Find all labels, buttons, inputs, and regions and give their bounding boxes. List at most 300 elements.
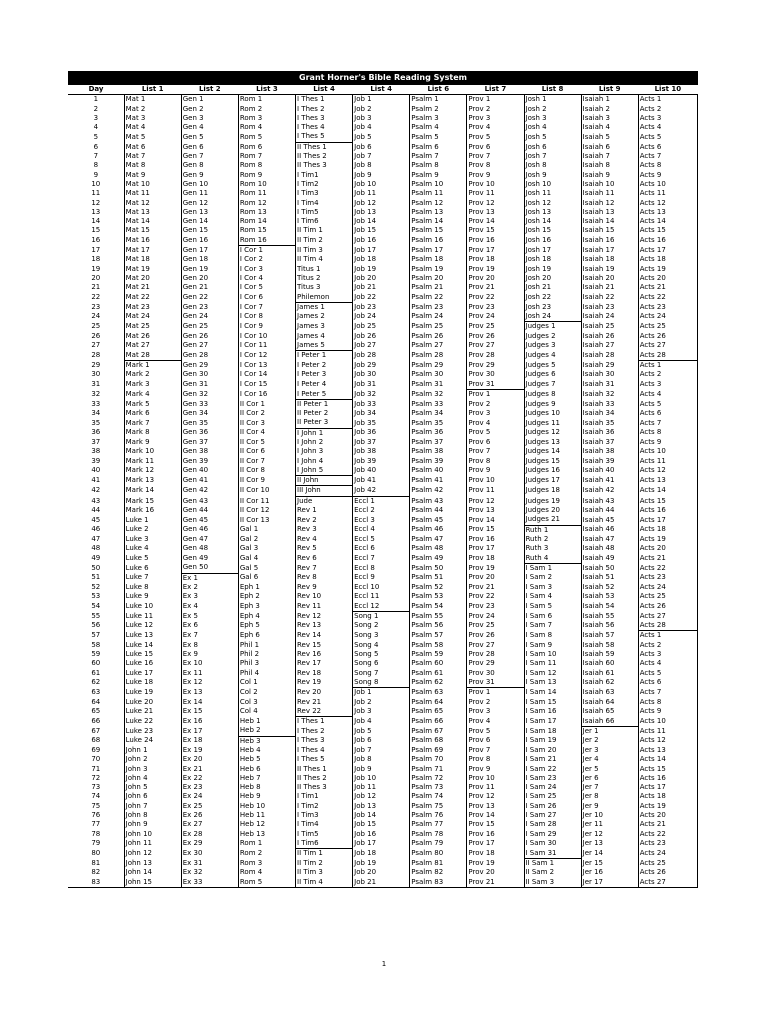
- reading-cell: Mat 17: [124, 246, 181, 256]
- reading-cell: Rev 16: [296, 650, 353, 659]
- reading-table: [68, 85, 698, 888]
- reading-cell: Heb 5: [238, 755, 295, 764]
- table-row: [68, 302, 698, 312]
- table-row: [68, 783, 698, 792]
- reading-cell: Gen 23: [181, 302, 238, 312]
- reading-cell: Rom 7: [238, 152, 295, 161]
- day-cell: 54: [91, 601, 101, 610]
- table-row: [68, 142, 698, 152]
- day-cell: 64: [91, 697, 101, 706]
- day-cell: 14: [91, 217, 101, 226]
- reading-cell: Gen 32: [181, 390, 238, 400]
- reading-cell: Psalm 61: [410, 669, 467, 678]
- reading-cell: Acts 16: [638, 774, 697, 783]
- reading-cell: Eccl 11: [353, 592, 410, 601]
- reading-cell: Prov 10: [467, 774, 524, 783]
- reading-cell: Prov 8: [467, 457, 524, 466]
- reading-cell: Job 31: [353, 380, 410, 390]
- table-row: [68, 351, 698, 361]
- reading-cell: Isaiah 30: [581, 370, 638, 379]
- reading-cell: I Sam 27: [524, 811, 581, 820]
- reading-cell: Psalm 36: [410, 428, 467, 438]
- day-cell: 8: [93, 161, 99, 170]
- reading-cell: John 10: [124, 830, 181, 839]
- reading-cell: Acts 5: [638, 669, 697, 678]
- reading-cell: Acts 18: [638, 255, 697, 264]
- page-number: 1: [381, 960, 387, 968]
- reading-cell: Psalm 52: [410, 583, 467, 592]
- reading-cell: Rev 10: [296, 592, 353, 601]
- reading-cell: Prov 11: [467, 783, 524, 792]
- reading-cell: I Thes 3: [296, 114, 353, 123]
- table-row: [68, 669, 698, 678]
- reading-cell: Psalm 8: [410, 161, 467, 170]
- reading-cell: Prov 15: [467, 226, 524, 235]
- table-row: [68, 859, 698, 869]
- day-cell: 10: [91, 179, 101, 188]
- reading-cell: II Cor 7: [238, 457, 295, 466]
- reading-cell: II Thes 2: [296, 152, 353, 161]
- reading-cell: I Sam 29: [524, 830, 581, 839]
- table-row: [68, 409, 698, 418]
- reading-cell: Acts 17: [638, 783, 697, 792]
- reading-cell: Luke 12: [124, 621, 181, 631]
- reading-cell: Isaiah 1: [581, 95, 638, 105]
- reading-cell: I Sam 15: [524, 698, 581, 707]
- day-cell: 62: [91, 678, 101, 687]
- reading-cell: Rev 11: [296, 602, 353, 612]
- reading-cell: Psalm 67: [410, 726, 467, 736]
- reading-cell: Psalm 13: [410, 208, 467, 217]
- reading-cell: Prov 9: [467, 466, 524, 476]
- reading-cell: Isaiah 37: [581, 438, 638, 447]
- reading-cell: Isaiah 54: [581, 602, 638, 612]
- reading-cell: Prov 28: [467, 351, 524, 361]
- reading-cell: Mat 27: [124, 341, 181, 351]
- day-cell: 50: [91, 563, 101, 572]
- day-cell: 36: [91, 428, 101, 437]
- reading-cell: Job 6: [353, 736, 410, 746]
- reading-cell: Heb 4: [238, 746, 295, 755]
- reading-cell: Acts 27: [638, 611, 697, 621]
- day-cell: 35: [91, 418, 101, 427]
- reading-cell: Prov 20: [467, 573, 524, 583]
- day-cell: 24: [91, 312, 101, 321]
- reading-cell: I Thes 1: [296, 95, 353, 105]
- reading-cell: Psalm 3: [410, 114, 467, 123]
- reading-cell: James 1: [296, 302, 353, 312]
- reading-cell: Prov 31: [467, 678, 524, 688]
- reading-cell: Mark 5: [124, 399, 181, 409]
- reading-cell: Acts 16: [638, 506, 697, 515]
- reading-cell: Ex 25: [181, 802, 238, 811]
- table-row: [68, 447, 698, 456]
- reading-cell: Job 32: [353, 390, 410, 400]
- reading-cell: I Peter 4: [296, 380, 353, 390]
- reading-cell: John 15: [124, 878, 181, 888]
- header-list: List 7: [467, 85, 524, 95]
- reading-cell: Ex 17: [181, 726, 238, 736]
- reading-cell: Acts 24: [638, 583, 697, 592]
- reading-cell: Prov 21: [467, 878, 524, 888]
- day-cell: 59: [91, 650, 101, 659]
- reading-cell: Gen 29: [181, 361, 238, 371]
- reading-cell: Rev 6: [296, 554, 353, 564]
- reading-cell: I Sam 11: [524, 659, 581, 668]
- reading-cell: I Sam 3: [524, 583, 581, 592]
- reading-cell: Job 4: [353, 717, 410, 727]
- reading-cell: Psalm 80: [410, 849, 467, 859]
- reading-cell: Acts 25: [638, 322, 697, 332]
- reading-cell: Ex 4: [181, 602, 238, 612]
- reading-cell: Prov 18: [467, 849, 524, 859]
- reading-cell: I Cor 4: [238, 274, 295, 283]
- reading-cell: Job 9: [353, 171, 410, 180]
- table-row: [68, 132, 698, 142]
- reading-cell: Acts 19: [638, 265, 697, 274]
- reading-cell: Acts 3: [638, 380, 697, 390]
- reading-cell: Song 5: [353, 650, 410, 659]
- reading-cell: Isaiah 25: [581, 322, 638, 332]
- reading-cell: John 13: [124, 859, 181, 869]
- reading-cell: I Thes 2: [296, 726, 353, 736]
- reading-cell: Ex 28: [181, 830, 238, 839]
- reading-cell: Acts 2: [638, 370, 697, 379]
- reading-cell: Isaiah 58: [581, 641, 638, 650]
- reading-cell: Prov 1: [467, 95, 524, 105]
- reading-cell: Jer 3: [581, 746, 638, 755]
- reading-cell: Isaiah 5: [581, 132, 638, 142]
- reading-cell: Mark 15: [124, 496, 181, 506]
- reading-cell: Jer 7: [581, 783, 638, 792]
- reading-cell: I Thes 3: [296, 736, 353, 746]
- reading-cell: Prov 9: [467, 171, 524, 180]
- reading-cell: Acts 13: [638, 746, 697, 755]
- reading-cell: Psalm 15: [410, 226, 467, 235]
- reading-cell: I Sam 10: [524, 650, 581, 659]
- reading-cell: Acts 11: [638, 726, 697, 736]
- reading-cell: I Sam 26: [524, 802, 581, 811]
- reading-cell: Rev 1: [296, 506, 353, 515]
- day-cell: 32: [91, 389, 101, 398]
- reading-cell: Prov 6: [467, 736, 524, 746]
- table-row: [68, 246, 698, 256]
- reading-cell: Jer 17: [581, 878, 638, 888]
- reading-cell: Acts 17: [638, 246, 697, 256]
- reading-cell: Isaiah 38: [581, 447, 638, 456]
- reading-cell: Ex 30: [181, 849, 238, 859]
- reading-cell: Psalm 35: [410, 418, 467, 428]
- reading-cell: Job 8: [353, 755, 410, 764]
- reading-cell: Prov 8: [467, 161, 524, 170]
- table-row: [68, 641, 698, 650]
- reading-cell: Acts 4: [638, 390, 697, 400]
- reading-cell: Gen 38: [181, 447, 238, 456]
- reading-cell: Josh 21: [524, 283, 581, 292]
- reading-cell: Ex 23: [181, 783, 238, 792]
- reading-cell: Gen 24: [181, 312, 238, 322]
- table-row: [68, 255, 698, 264]
- reading-cell: Job 13: [353, 802, 410, 811]
- reading-cell: Psalm 64: [410, 698, 467, 707]
- reading-cell: Prov 2: [467, 698, 524, 707]
- reading-cell: I Sam 21: [524, 755, 581, 764]
- day-cell: 45: [91, 515, 101, 524]
- reading-cell: Rev 12: [296, 611, 353, 621]
- reading-cell: Rom 5: [238, 132, 295, 142]
- reading-cell: Judges 9: [524, 399, 581, 409]
- reading-cell: James 3: [296, 322, 353, 332]
- reading-cell: I Cor 6: [238, 293, 295, 303]
- reading-cell: II Sam 3: [524, 878, 581, 888]
- reading-cell: Mat 2: [124, 105, 181, 114]
- reading-cell: Gal 1: [238, 525, 295, 535]
- reading-cell: I Cor 7: [238, 302, 295, 312]
- reading-cell: Josh 10: [524, 180, 581, 189]
- reading-cell: Gen 21: [181, 283, 238, 292]
- reading-cell: Gen 14: [181, 217, 238, 226]
- reading-cell: Isaiah 19: [581, 265, 638, 274]
- reading-cell: Luke 17: [124, 669, 181, 678]
- reading-cell: Isaiah 64: [581, 698, 638, 707]
- reading-cell: Heb 13: [238, 830, 295, 839]
- reading-cell: Heb 3: [238, 736, 295, 746]
- table-row: [68, 486, 698, 496]
- table-row: [68, 457, 698, 466]
- reading-cell: Job 18: [353, 255, 410, 264]
- reading-cell: Prov 29: [467, 659, 524, 668]
- reading-cell: Psalm 54: [410, 602, 467, 612]
- reading-cell: Josh 13: [524, 208, 581, 217]
- table-row: [68, 283, 698, 292]
- table-row: [68, 602, 698, 612]
- reading-cell: Mat 23: [124, 302, 181, 312]
- reading-cell: Acts 23: [638, 302, 697, 312]
- reading-cell: Job 20: [353, 274, 410, 283]
- reading-cell: Psalm 38: [410, 447, 467, 456]
- day-cell: 65: [91, 707, 101, 716]
- reading-cell: II Thes 3: [296, 161, 353, 170]
- day-cell: 12: [91, 198, 101, 207]
- reading-cell: II Cor 9: [238, 476, 295, 486]
- reading-cell: Gen 47: [181, 535, 238, 544]
- reading-plan-sheet: [68, 71, 698, 888]
- day-cell: 25: [91, 322, 101, 331]
- reading-cell: Luke 16: [124, 659, 181, 668]
- reading-cell: Luke 8: [124, 583, 181, 592]
- reading-cell: Job 10: [353, 180, 410, 189]
- day-cell: 30: [91, 370, 101, 379]
- reading-cell: Isaiah 62: [581, 678, 638, 688]
- reading-cell: Heb 6: [238, 765, 295, 774]
- reading-cell: Prov 3: [467, 409, 524, 418]
- reading-cell: Ex 7: [181, 631, 238, 641]
- reading-cell: Acts 27: [638, 878, 697, 888]
- reading-cell: Judges 15: [524, 457, 581, 466]
- reading-cell: Psalm 4: [410, 123, 467, 132]
- day-cell: 26: [91, 331, 101, 340]
- reading-cell: Luke 14: [124, 641, 181, 650]
- reading-cell: Prov 17: [467, 839, 524, 849]
- header-list: List 4: [353, 85, 410, 95]
- day-cell: 6: [93, 142, 99, 151]
- reading-cell: Prov 16: [467, 535, 524, 544]
- reading-cell: Luke 9: [124, 592, 181, 601]
- reading-cell: Judges 10: [524, 409, 581, 418]
- header-list: List 3: [238, 85, 295, 95]
- reading-cell: Acts 10: [638, 717, 697, 727]
- reading-cell: Gen 31: [181, 380, 238, 390]
- table-row: [68, 380, 698, 390]
- reading-cell: Isaiah 44: [581, 506, 638, 515]
- day-cell: 23: [91, 302, 101, 311]
- reading-cell: II Sam 2: [524, 868, 581, 877]
- table-row: [68, 496, 698, 506]
- reading-cell: Judges 20: [524, 506, 581, 515]
- table-row: [68, 418, 698, 428]
- reading-cell: Psalm 31: [410, 380, 467, 390]
- table-row: [68, 217, 698, 226]
- reading-cell: Isaiah 42: [581, 486, 638, 496]
- reading-cell: Psalm 39: [410, 457, 467, 466]
- reading-cell: Mat 13: [124, 208, 181, 217]
- reading-cell: Gen 34: [181, 409, 238, 418]
- reading-cell: Jude: [296, 496, 353, 506]
- reading-cell: II Tim 2: [296, 859, 353, 869]
- day-cell: 37: [91, 437, 101, 446]
- reading-cell: Gen 9: [181, 171, 238, 180]
- reading-cell: Acts 15: [638, 496, 697, 506]
- table-row: [68, 698, 698, 707]
- reading-cell: Psalm 37: [410, 438, 467, 447]
- reading-cell: Acts 16: [638, 236, 697, 246]
- table-row: [68, 476, 698, 486]
- reading-cell: I Cor 14: [238, 370, 295, 379]
- reading-cell: Rom 2: [238, 849, 295, 859]
- reading-cell: Song 2: [353, 621, 410, 631]
- reading-cell: Gen 40: [181, 466, 238, 476]
- reading-cell: Psalm 57: [410, 631, 467, 641]
- header-list: List 9: [581, 85, 638, 95]
- reading-cell: Acts 6: [638, 678, 697, 688]
- reading-cell: Psalm 81: [410, 859, 467, 869]
- reading-cell: Eph 4: [238, 611, 295, 621]
- reading-cell: Prov 30: [467, 669, 524, 678]
- reading-cell: Job 37: [353, 438, 410, 447]
- day-cell: 34: [91, 409, 101, 418]
- day-cell: 81: [91, 858, 101, 867]
- reading-cell: Mark 2: [124, 370, 181, 379]
- reading-cell: Eph 1: [238, 583, 295, 592]
- reading-cell: I Sam 7: [524, 621, 581, 631]
- reading-cell: II Peter 1: [296, 399, 353, 409]
- reading-cell: Prov 30: [467, 370, 524, 379]
- reading-cell: I Thes 1: [296, 717, 353, 727]
- reading-cell: Judges 19: [524, 496, 581, 506]
- reading-cell: Psalm 19: [410, 265, 467, 274]
- reading-cell: Psalm 7: [410, 152, 467, 161]
- reading-cell: Mat 18: [124, 255, 181, 264]
- reading-cell: Eccl 9: [353, 573, 410, 583]
- reading-cell: I Cor 10: [238, 332, 295, 341]
- reading-cell: Gen 6: [181, 142, 238, 152]
- reading-cell: Phil 4: [238, 669, 295, 678]
- table-row: [68, 332, 698, 341]
- reading-cell: Ex 8: [181, 641, 238, 650]
- reading-cell: Heb 1: [238, 717, 295, 727]
- reading-cell: Luke 1: [124, 515, 181, 525]
- reading-cell: Josh 9: [524, 171, 581, 180]
- reading-cell: Isaiah 45: [581, 515, 638, 525]
- reading-cell: Josh 12: [524, 199, 581, 208]
- reading-cell: Prov 20: [467, 868, 524, 877]
- reading-cell: II Cor 4: [238, 428, 295, 438]
- reading-cell: Psalm 58: [410, 641, 467, 650]
- reading-cell: Acts 9: [638, 707, 697, 717]
- day-cell: 74: [91, 792, 101, 801]
- reading-cell: Psalm 20: [410, 274, 467, 283]
- reading-cell: Heb 9: [238, 792, 295, 801]
- reading-cell: Job 7: [353, 152, 410, 161]
- reading-cell: Judges 1: [524, 322, 581, 332]
- reading-cell: Mat 4: [124, 123, 181, 132]
- reading-cell: I Sam 23: [524, 774, 581, 783]
- reading-cell: Acts 14: [638, 486, 697, 496]
- reading-cell: II Cor 12: [238, 506, 295, 515]
- reading-cell: Heb 12: [238, 820, 295, 829]
- reading-cell: Psalm 22: [410, 293, 467, 303]
- reading-cell: Acts 1: [638, 95, 697, 105]
- reading-cell: Psalm 51: [410, 573, 467, 583]
- day-cell: 42: [91, 486, 101, 495]
- reading-cell: II Sam 1: [524, 859, 581, 869]
- reading-cell: Mat 1: [124, 95, 181, 105]
- reading-cell: I Sam 16: [524, 707, 581, 717]
- reading-cell: Acts 1: [638, 361, 697, 371]
- reading-cell: Gal 4: [238, 554, 295, 564]
- reading-cell: I Tim6: [296, 839, 353, 849]
- reading-cell: Isaiah 41: [581, 476, 638, 486]
- reading-cell: Psalm 78: [410, 830, 467, 839]
- reading-cell: Prov 2: [467, 399, 524, 409]
- reading-cell: Rev 21: [296, 698, 353, 707]
- day-cell: 46: [91, 525, 101, 534]
- table-row: [68, 152, 698, 161]
- reading-cell: Acts 4: [638, 123, 697, 132]
- reading-cell: Acts 28: [638, 351, 697, 361]
- reading-cell: Prov 4: [467, 418, 524, 428]
- reading-cell: Acts 15: [638, 226, 697, 235]
- day-cell: 48: [91, 544, 101, 553]
- reading-cell: Prov 24: [467, 312, 524, 322]
- reading-cell: Titus 1: [296, 265, 353, 274]
- reading-cell: Acts 19: [638, 802, 697, 811]
- table-row: [68, 792, 698, 801]
- reading-cell: Isaiah 4: [581, 123, 638, 132]
- reading-cell: Isaiah 63: [581, 688, 638, 698]
- reading-cell: Isaiah 24: [581, 312, 638, 322]
- reading-cell: Prov 5: [467, 132, 524, 142]
- reading-cell: Mat 26: [124, 332, 181, 341]
- reading-cell: Prov 15: [467, 820, 524, 829]
- reading-cell: II Cor 6: [238, 447, 295, 456]
- reading-cell: Prov 6: [467, 142, 524, 152]
- reading-cell: Acts 27: [638, 341, 697, 351]
- reading-cell: Rev 20: [296, 688, 353, 698]
- reading-cell: Isaiah 36: [581, 428, 638, 438]
- reading-cell: Isaiah 15: [581, 226, 638, 235]
- reading-cell: Acts 22: [638, 830, 697, 839]
